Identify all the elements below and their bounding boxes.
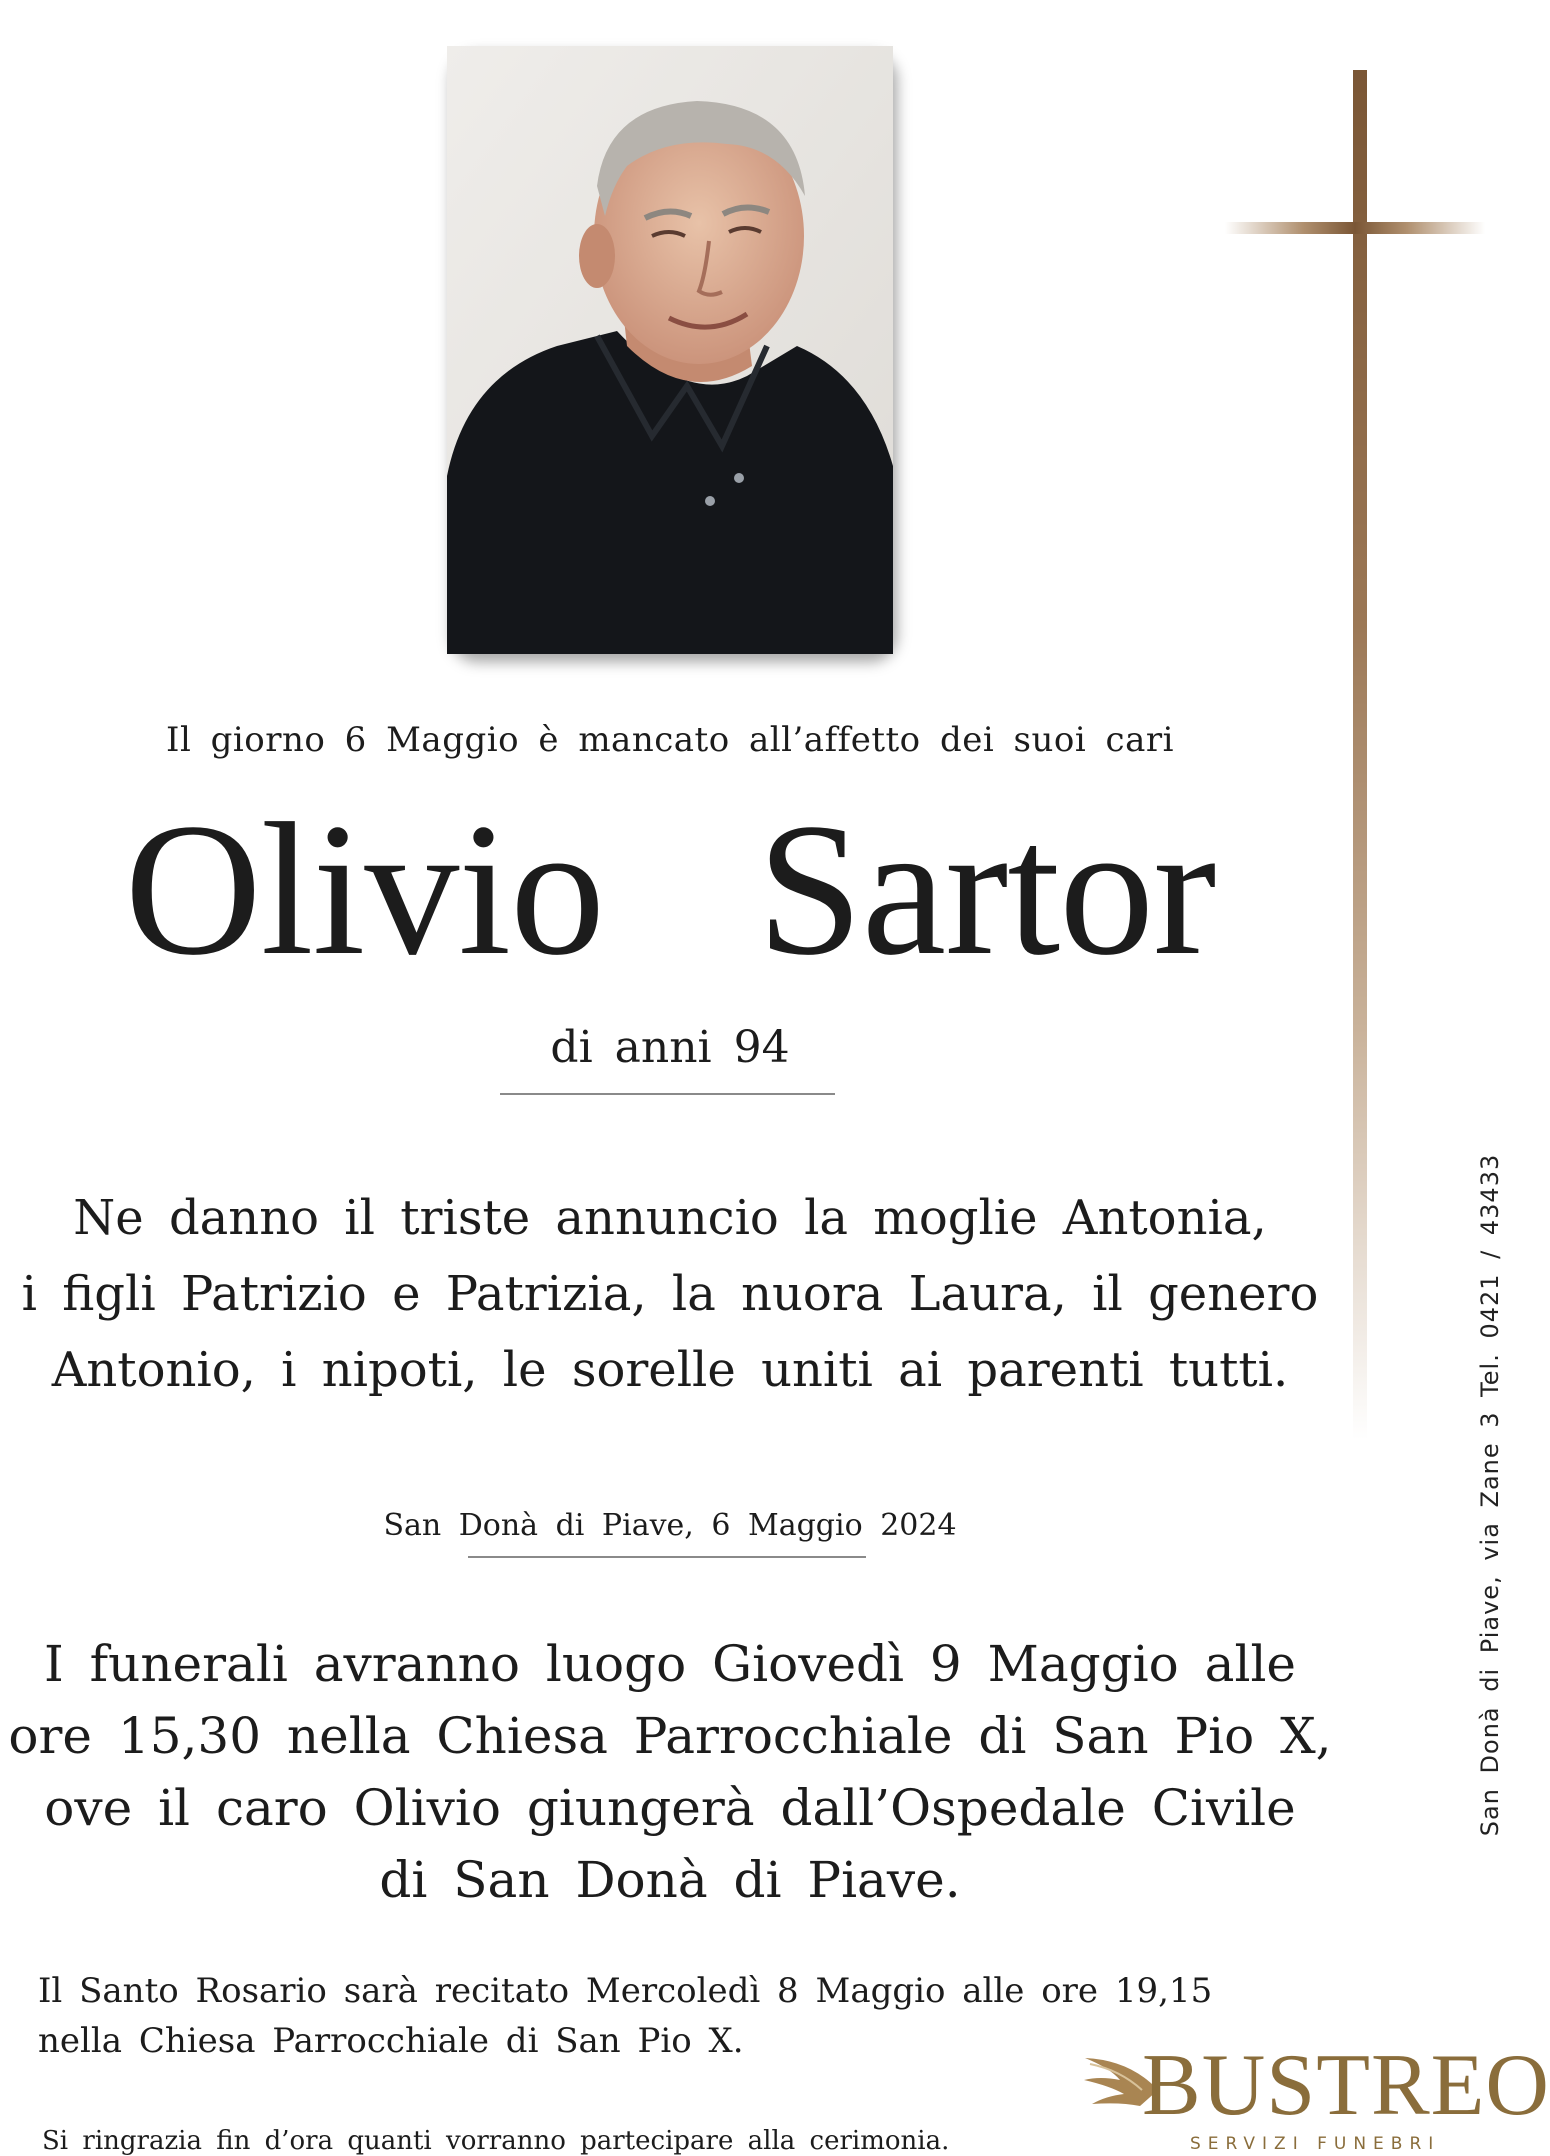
age-text: di anni 94 [550,1022,790,1073]
side-contact-text: San Donà di Piave, via Zane 3 Tel. 0421 / 43433 [1476,1153,1504,1837]
funeral-line: ove il caro Olivio giungerà dall’Ospedale Civile [44,1779,1296,1837]
announcement-line: Ne danno il triste annuncio la moglie Antonia, [73,1190,1267,1246]
rosary-line: nella Chiesa Parrocchiale di San Pio X. [38,2021,744,2061]
logo-subtitle: SERVIZI FUNEBRI [1190,2134,1441,2154]
deceased-name: Olivio Sartor [124,785,1216,995]
funeral-line: I funerali avranno luogo Giovedì 9 Maggio alle [43,1635,1297,1693]
divider-date [468,1556,866,1558]
logo-name: BUSTREO [1142,2037,1550,2134]
rosary-line: Il Santo Rosario sarà recitato Mercoledì 8 Maggio alle ore 19,15 [38,1971,1213,2011]
divider-age [500,1093,835,1095]
cross-horizontal-bar [1225,222,1485,234]
cross-vertical-bar [1353,70,1367,1440]
bustreo-logo [1080,2037,1550,2154]
thanks-text: Si ringrazia fin d’ora quanti vorranno partecipare alla cerimonia. [42,2126,950,2156]
intro-text: Il giorno 6 Maggio è mancato all’affetto dei suoi cari [166,720,1174,760]
funeral-paragraph [0,1628,1340,1916]
funeral-line: di San Donà di Piave. [379,1851,961,1909]
place-date: San Donà di Piave, 6 Maggio 2024 [383,1508,957,1543]
funeral-line: ore 15,30 nella Chiesa Parrocchiale di San Pio X, [8,1707,1332,1765]
portrait-photo [447,46,893,654]
announcement-line: i figli Patrizio e Patrizia, la nuora Laura, il genero [21,1266,1319,1322]
announcement-paragraph [0,1180,1340,1408]
rosary-paragraph [38,1966,1212,2066]
announcement-line: Antonio, i nipoti, le sorelle uniti ai parenti tutti. [51,1342,1289,1398]
